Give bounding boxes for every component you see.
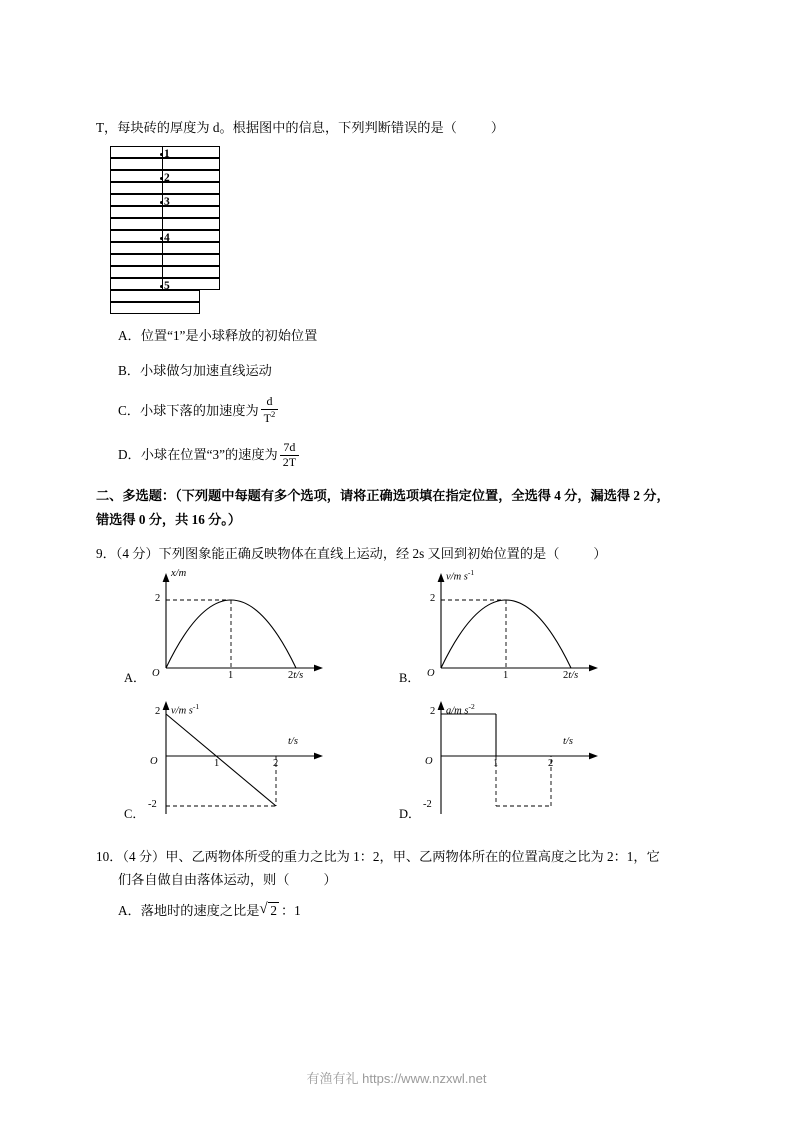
ball-dot-2	[160, 177, 163, 180]
document-content	[96, 118, 706, 919]
question-8-stem-text: T，每块砖的厚度为 d。根据图中的信息，下列判断错误的是（	[96, 120, 457, 135]
graph-b-origin-label: O	[427, 667, 435, 679]
ball-position-label-4: 4	[164, 231, 170, 244]
graph-d-x-tick-1: 1	[493, 757, 499, 769]
fraction-denominator: 2T	[282, 455, 297, 470]
graph-d-x-axis-label: t/s	[563, 735, 573, 747]
graph-a-option-letter: A．	[124, 670, 146, 685]
question-10-line-2	[118, 869, 706, 888]
graph-a-y-axis-label: x/m	[171, 567, 187, 579]
question-8-option-c-text: C．小球下落的加速度为	[118, 403, 259, 418]
question-9-graphs	[96, 568, 706, 840]
graph-d-y-tick-neg2: -2	[423, 798, 432, 810]
graph-d-option-letter: D．	[399, 806, 421, 821]
ball-dot-1	[160, 153, 163, 156]
question-8-option-b: B．小球做匀加速直线运动	[118, 362, 272, 378]
brick-stack-diagram	[110, 146, 320, 311]
graph-c-y-axis-label	[171, 702, 199, 717]
graph-b-x-unit: t/s	[568, 669, 579, 681]
velocity-fraction	[280, 441, 299, 470]
graph-c-option-letter: C．	[124, 806, 145, 821]
fraction-denominator	[261, 410, 279, 426]
question-10-line-2-close: ）	[323, 871, 337, 887]
ball-dot-5	[160, 285, 163, 288]
graph-c-x-tick-2: 2	[273, 757, 279, 769]
graph-c-y-tick-neg2: -2	[148, 798, 157, 810]
brick	[110, 290, 200, 302]
question-9-stem	[96, 543, 706, 562]
graph-b-svg	[401, 568, 616, 683]
question-10-option-a-text: A．落地时的速度之比是	[118, 902, 260, 918]
graph-c-x-tick-1: 1	[214, 757, 220, 769]
ball-position-label-3: 3	[164, 195, 170, 208]
brick	[162, 206, 220, 218]
graph-c-x-axis-label: t/s	[288, 735, 298, 747]
brick	[162, 158, 220, 170]
footer-watermark: 有渔有礼 https://www.nzxwl.net	[306, 1071, 487, 1086]
graph-a-origin-label: O	[152, 667, 160, 679]
graph-d-y-axis-label-exp: -2	[468, 701, 475, 711]
section-2-heading-line-1: 二、多选题：（下列题中每题有多个选项，请将正确选项填在指定位置，全选得 4 分，漏选得 2 分，	[96, 487, 670, 503]
graph-b-option-letter: B．	[399, 670, 420, 685]
ball-position-label-1: 1	[164, 147, 170, 160]
fraction-denominator-exponent: 2	[271, 408, 276, 419]
question-10-line-2-text: 们各自做自由落体运动，则（	[118, 871, 290, 887]
graph-d-x-tick-2: 2	[548, 757, 554, 769]
graph-option-d	[401, 696, 616, 826]
fraction-denominator-base: T	[263, 410, 272, 425]
ball-position-label-2: 2	[164, 171, 170, 184]
graph-d-origin-label: O	[425, 755, 433, 767]
brick	[162, 230, 220, 242]
brick	[162, 254, 220, 266]
graph-a-x-tick-1: 1	[228, 669, 234, 681]
graph-b-y-axis-label-main: v/m s	[446, 571, 468, 583]
radical-sign: √	[259, 900, 268, 917]
brick	[162, 266, 220, 278]
brick	[162, 146, 220, 158]
question-9-stem-text: 9．（4 分）下列图象能正确反映物体在直线上运动，经 2s 又回到初始位置的是（	[96, 545, 560, 561]
question-9-stem-close: ）	[593, 545, 607, 561]
question-8-option-c	[118, 395, 706, 426]
graph-c-y-axis-label-main: v/m s	[171, 705, 193, 717]
brick	[162, 182, 220, 194]
graph-d-y-tick-2: 2	[430, 705, 436, 717]
ball-dot-4	[160, 237, 163, 240]
graph-a-x-tick-2	[288, 670, 303, 681]
radicand: 2	[270, 902, 277, 918]
question-8-option-d	[118, 441, 706, 470]
brick	[110, 302, 200, 314]
section-2-heading-line-2: 错选得 0 分，共 16 分。）	[96, 512, 242, 528]
graph-a-x-unit: t/s	[293, 669, 304, 681]
question-10-option-a-suffix: ：1	[281, 902, 301, 918]
graph-a-y-tick-2: 2	[155, 592, 161, 604]
ball-position-label-5: 5	[164, 279, 170, 292]
graph-b-x-tick-2	[563, 670, 578, 681]
fraction-numerator: d	[261, 395, 279, 410]
graph-c-y-axis-label-exp: -1	[192, 701, 200, 711]
brick	[162, 242, 220, 254]
graph-c-y-tick-2: 2	[155, 705, 161, 717]
graph-b-x-tick-1: 1	[503, 669, 509, 681]
graph-c-origin-label: O	[150, 755, 158, 767]
graph-b-y-axis-label	[446, 568, 474, 583]
graph-option-a	[126, 568, 341, 683]
question-8-option-a: A．位置“1”是小球释放的初始位置	[118, 327, 318, 343]
ball-dot-3	[160, 201, 163, 204]
question-8-stem-close: ）	[490, 120, 505, 135]
graph-b-y-axis-label-exp: -1	[467, 567, 475, 577]
question-8-stem	[96, 118, 706, 138]
question-10-line-1: 10．（4 分）甲、乙两物体所受的重力之比为 1：2，甲、乙两物体所在的位置高度之比为 2：1，它	[96, 848, 660, 864]
graph-option-b	[401, 568, 616, 683]
graph-d-y-axis-label	[446, 702, 475, 717]
graph-d-y-axis-label-main: a/m s	[446, 705, 469, 717]
question-8-option-d-text: D．小球在位置“3”的速度为	[118, 447, 278, 463]
graph-a-svg	[126, 568, 341, 683]
brick	[162, 170, 220, 182]
graph-b-y-tick-2: 2	[430, 592, 436, 604]
question-10-option-a	[118, 900, 706, 919]
square-root	[259, 902, 281, 919]
graph-b-x-tick-2-value: 2	[563, 669, 569, 681]
brick	[162, 278, 220, 290]
brick	[162, 194, 220, 206]
acceleration-fraction	[261, 395, 279, 426]
graph-option-c	[126, 696, 341, 826]
fraction-numerator: 7d	[280, 441, 299, 456]
graph-a-x-tick-2-value: 2	[288, 669, 294, 681]
brick	[162, 218, 220, 230]
